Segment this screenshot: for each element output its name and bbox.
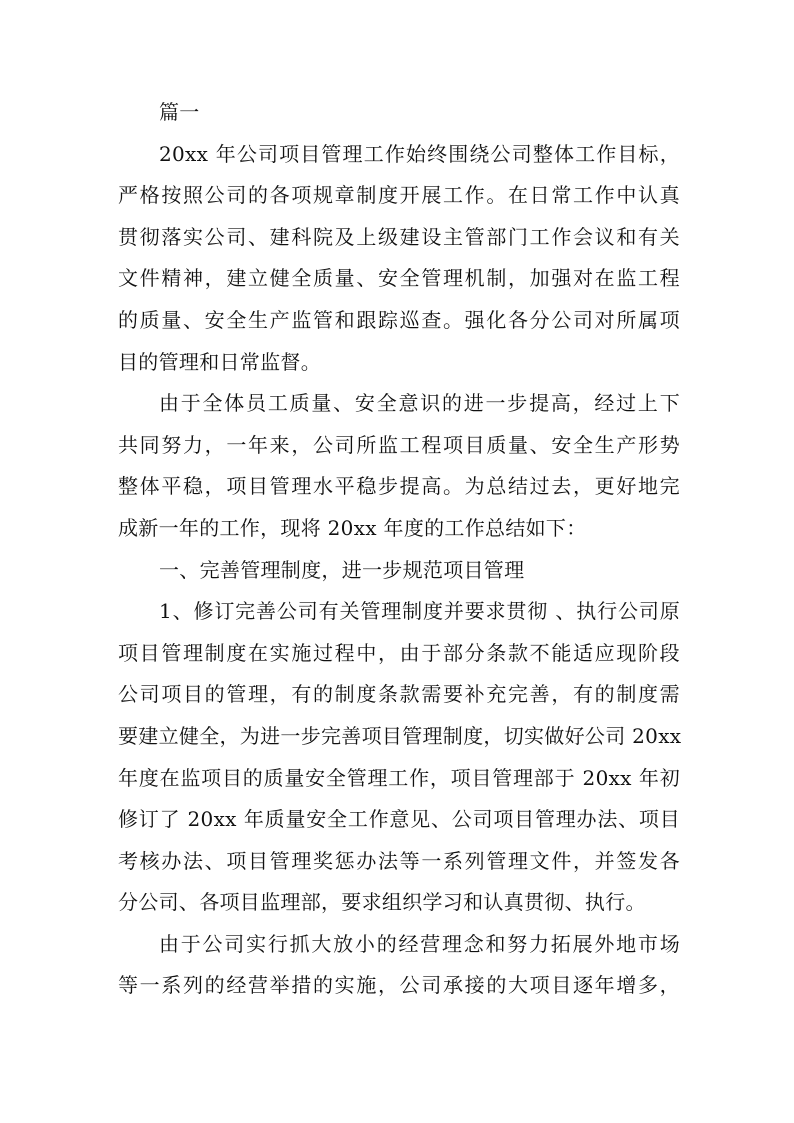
document-body [118,92,680,1007]
paragraph-line: 公司项目的管理，有的制度条款需要补充完善，有的制度需 [118,682,680,707]
paragraph-line: 年度在监项目的质量安全管理工作，项目管理部于 20xx 年初 [118,765,680,790]
paragraph-line: 目的管理和日常监督。 [118,349,321,374]
paragraph-line: 20xx 年公司项目管理工作始终围绕公司整体工作目标， [159,141,680,166]
paragraph-line: 的质量、安全生产监管和跟踪巡查。强化各分公司对所属项 [118,307,680,332]
paragraph-line: 要建立健全，为进一步完善项目管理制度，切实做好公司 20xx [118,723,682,748]
section-heading: 篇一 [159,100,200,124]
paragraph-line: 贯彻落实公司、建科院及上级建设主管部门工作会议和有关 [118,224,680,249]
paragraph-line: 由于公司实行抓大放小的经营理念和努力拓展外地市场 [159,931,680,956]
paragraph-line: 修订了 20xx 年质量安全工作意见、公司项目管理办法、项目 [118,807,680,832]
paragraph-line: 成新一年的工作，现将 20xx 年度的工作总结如下： [118,515,587,540]
paragraph-line: 严格按照公司的各项规章制度开展工作。在日常工作中认真 [118,183,680,208]
paragraph-line: 项目管理制度在实施过程中，由于部分条款不能适应现阶段 [118,640,680,665]
paragraph-line: 等一系列的经营举措的实施，公司承接的大项目逐年增多， [118,973,680,998]
subsection-heading: 一、完善管理制度，进一步规范项目管理 [159,557,525,582]
paragraph-line: 共同努力，一年来，公司所监工程项目质量、安全生产形势 [118,432,680,457]
paragraph-line: 由于全体员工质量、安全意识的进一步提高，经过上下 [159,391,680,416]
paragraph-line: 分公司、各项目监理部，要求组织学习和认真贯彻、执行。 [118,890,646,915]
paragraph-line: 1、修订完善公司有关管理制度并要求贯彻 、执行公司原 [159,599,680,624]
paragraph-line: 文件精神，建立健全质量、安全管理机制，加强对在监工程 [118,266,680,291]
paragraph-line: 考核办法、项目管理奖惩办法等一系列管理文件，并签发各 [118,848,680,873]
paragraph-line: 整体平稳，项目管理水平稳步提高。为总结过去，更好地完 [118,474,680,499]
